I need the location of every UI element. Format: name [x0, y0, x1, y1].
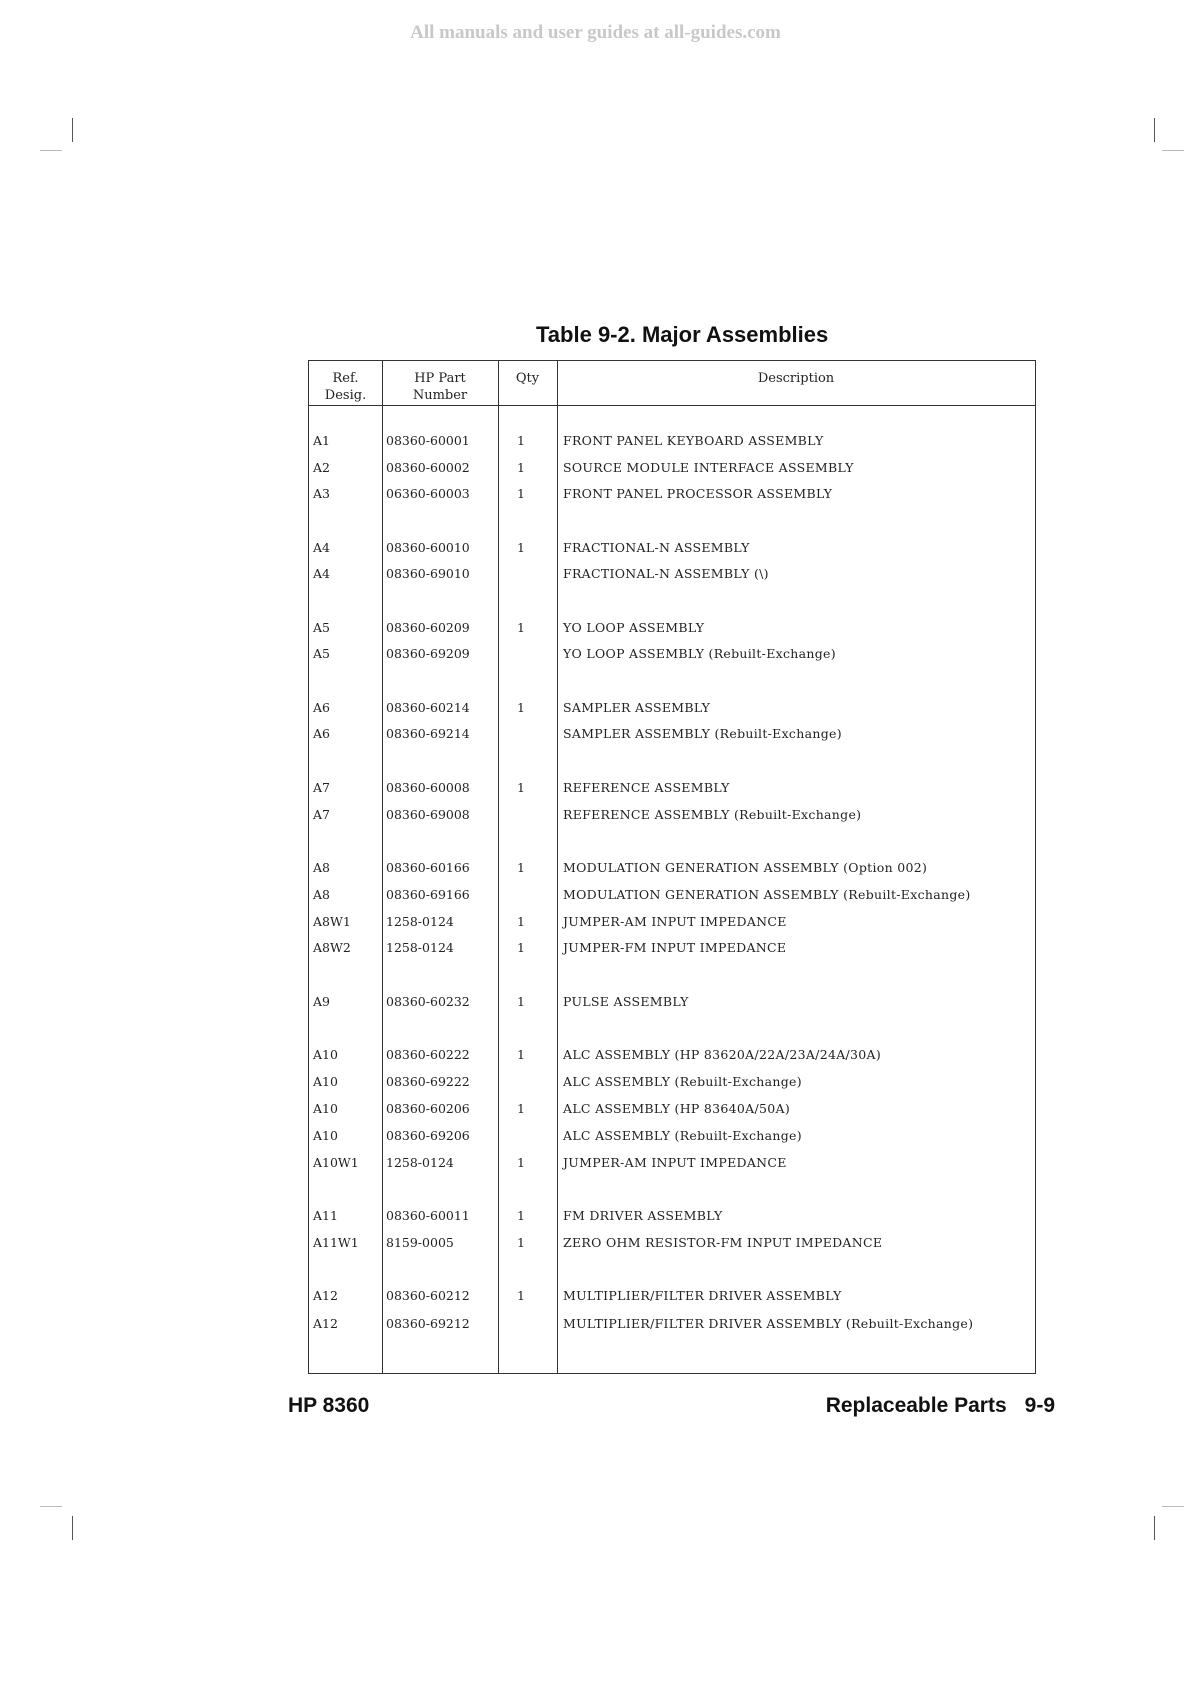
cell-description: FRONT PANEL PROCESSOR ASSEMBLY	[563, 486, 833, 501]
cell-qty: 1	[517, 1047, 525, 1062]
cell-part-number: 08360-69212	[386, 1316, 470, 1331]
table-row	[309, 484, 1035, 504]
cell-qty: 1	[517, 1155, 525, 1170]
table-row	[309, 1153, 1035, 1173]
table-row	[309, 992, 1035, 1012]
table-row	[309, 1206, 1035, 1226]
crop-mark-top-left	[72, 118, 73, 142]
cell-ref-desig: A8	[313, 860, 330, 875]
cell-qty: 1	[517, 780, 525, 795]
table-row	[309, 1072, 1035, 1092]
header-ref-desig	[309, 370, 382, 404]
header-ref-line1: Ref.	[332, 371, 359, 386]
cell-ref-desig: A12	[313, 1316, 338, 1331]
cell-description: MODULATION GENERATION ASSEMBLY (Rebuilt-Exchange)	[563, 887, 971, 902]
cell-ref-desig: A4	[313, 540, 330, 555]
cell-description: ALC ASSEMBLY (HP 83620A/22A/23A/24A/30A)	[563, 1047, 882, 1062]
table-row	[309, 885, 1035, 905]
cell-description: MODULATION GENERATION ASSEMBLY (Option 002)	[563, 860, 928, 875]
cell-description: JUMPER-AM INPUT IMPEDANCE	[563, 1155, 787, 1170]
cell-part-number: 08360-69206	[386, 1128, 470, 1143]
table-row	[309, 431, 1035, 451]
cell-part-number: 08360-60232	[386, 994, 470, 1009]
cell-description: MULTIPLIER/FILTER DRIVER ASSEMBLY	[563, 1288, 842, 1303]
table-row	[309, 1045, 1035, 1065]
cell-part-number: 08360-69222	[386, 1074, 470, 1089]
cell-description: SAMPLER ASSEMBLY (Rebuilt-Exchange)	[563, 726, 842, 741]
crop-mark-bottom-right-h	[1162, 1506, 1184, 1507]
cell-description: YO LOOP ASSEMBLY	[563, 620, 705, 635]
cell-part-number: 08360-60011	[386, 1208, 470, 1223]
table-row	[309, 805, 1035, 825]
major-assemblies-table	[308, 360, 1036, 1374]
header-hp-part-number	[382, 370, 498, 404]
table-title: Table 9-2. Major Assemblies	[536, 322, 829, 347]
cell-description: JUMPER-FM INPUT IMPEDANCE	[563, 940, 787, 955]
table-row	[309, 1286, 1035, 1306]
cell-part-number: 08360-60214	[386, 700, 470, 715]
cell-ref-desig: A6	[313, 726, 330, 741]
cell-description: FRACTIONAL-N ASSEMBLY	[563, 540, 750, 555]
cell-ref-desig: A2	[313, 460, 330, 475]
cell-description: JUMPER-AM INPUT IMPEDANCE	[563, 914, 787, 929]
cell-description: REFERENCE ASSEMBLY	[563, 780, 730, 795]
crop-mark-bottom-left	[72, 1516, 73, 1540]
cell-ref-desig: A12	[313, 1288, 338, 1303]
cell-qty: 1	[517, 700, 525, 715]
cell-description: FRONT PANEL KEYBOARD ASSEMBLY	[563, 433, 824, 448]
cell-part-number: 08360-69214	[386, 726, 470, 741]
table-row	[309, 912, 1035, 932]
table-row	[309, 1099, 1035, 1119]
crop-mark-bottom-right	[1154, 1516, 1155, 1540]
cell-description: MULTIPLIER/FILTER DRIVER ASSEMBLY (Rebuilt-Exchange)	[563, 1316, 974, 1331]
table-row	[309, 538, 1035, 558]
cell-description: PULSE ASSEMBLY	[563, 994, 689, 1009]
crop-mark-bottom-left-h	[40, 1506, 62, 1507]
crop-mark-top-right-h	[1162, 150, 1184, 151]
cell-ref-desig: A10	[313, 1128, 338, 1143]
cell-description: REFERENCE ASSEMBLY (Rebuilt-Exchange)	[563, 807, 862, 822]
table-row	[309, 938, 1035, 958]
cell-ref-desig: A10	[313, 1047, 338, 1062]
header-qty: Qty	[515, 371, 540, 386]
cell-ref-desig: A8W1	[313, 914, 351, 929]
cell-ref-desig: A8	[313, 887, 330, 902]
cell-qty: 1	[517, 1288, 525, 1303]
cell-part-number: 06360-60003	[386, 486, 470, 501]
cell-part-number: 08360-69166	[386, 887, 470, 902]
cell-part-number: 08360-60001	[386, 433, 470, 448]
table-row	[309, 724, 1035, 744]
cell-description: FM DRIVER ASSEMBLY	[563, 1208, 723, 1223]
cell-part-number: 1258-0124	[386, 914, 454, 929]
header-description: Description	[757, 371, 835, 386]
cell-part-number: 08360-60166	[386, 860, 470, 875]
footer-page-info	[826, 1394, 1055, 1418]
cell-qty: 1	[517, 914, 525, 929]
cell-ref-desig: A4	[313, 566, 330, 581]
cell-part-number: 08360-60008	[386, 780, 470, 795]
table-row	[309, 1233, 1035, 1253]
cell-qty: 1	[517, 1101, 525, 1116]
cell-qty: 1	[517, 940, 525, 955]
cell-description: ZERO OHM RESISTOR-FM INPUT IMPEDANCE	[563, 1235, 883, 1250]
cell-part-number: 08360-69209	[386, 646, 470, 661]
cell-part-number: 08360-69008	[386, 807, 470, 822]
table-row	[309, 564, 1035, 584]
footer-page-number: 9-9	[1024, 1394, 1055, 1417]
cell-qty: 1	[517, 486, 525, 501]
footer-model: HP 8360	[288, 1394, 370, 1417]
cell-ref-desig: A9	[313, 994, 330, 1009]
cell-ref-desig: A11	[313, 1208, 338, 1223]
cell-ref-desig: A5	[313, 620, 330, 635]
cell-part-number: 08360-60002	[386, 460, 470, 475]
table-row	[309, 458, 1035, 478]
cell-ref-desig: A7	[313, 780, 330, 795]
cell-part-number: 08360-60222	[386, 1047, 470, 1062]
cell-description: FRACTIONAL-N ASSEMBLY (\)	[563, 566, 769, 581]
header-part-line2: Number	[412, 388, 468, 403]
cell-ref-desig: A11W1	[313, 1235, 359, 1250]
cell-part-number: 08360-60209	[386, 620, 470, 635]
table-row	[309, 1314, 1035, 1334]
cell-description: ALC ASSEMBLY (HP 83640A/50A)	[563, 1101, 791, 1116]
cell-ref-desig: A10	[313, 1101, 338, 1116]
cell-qty: 1	[517, 460, 525, 475]
cell-part-number: 08360-69010	[386, 566, 470, 581]
cell-ref-desig: A3	[313, 486, 330, 501]
table-row	[309, 618, 1035, 638]
header-ref-line2: Desig.	[324, 388, 367, 403]
table-row	[309, 698, 1035, 718]
cell-part-number: 08360-60010	[386, 540, 470, 555]
cell-qty: 1	[517, 620, 525, 635]
table-row	[309, 1126, 1035, 1146]
cell-ref-desig: A10	[313, 1074, 338, 1089]
cell-description: YO LOOP ASSEMBLY (Rebuilt-Exchange)	[563, 646, 836, 661]
cell-part-number: 8159-0005	[386, 1235, 454, 1250]
cell-ref-desig: A10W1	[313, 1155, 359, 1170]
cell-description: SOURCE MODULE INTERFACE ASSEMBLY	[563, 460, 854, 475]
cell-qty: 1	[517, 1208, 525, 1223]
cell-description: ALC ASSEMBLY (Rebuilt-Exchange)	[563, 1074, 802, 1089]
cell-qty: 1	[517, 860, 525, 875]
crop-mark-top-right	[1154, 118, 1155, 142]
cell-description: ALC ASSEMBLY (Rebuilt-Exchange)	[563, 1128, 802, 1143]
cell-part-number: 1258-0124	[386, 1155, 454, 1170]
table-row	[309, 778, 1035, 798]
cell-ref-desig: A1	[313, 433, 330, 448]
table-row	[309, 858, 1035, 878]
cell-ref-desig: A7	[313, 807, 330, 822]
cell-part-number: 08360-60212	[386, 1288, 470, 1303]
cell-qty: 1	[517, 994, 525, 1009]
cell-qty: 1	[517, 1235, 525, 1250]
cell-ref-desig: A6	[313, 700, 330, 715]
cell-part-number: 08360-60206	[386, 1101, 470, 1116]
header-divider	[309, 405, 1035, 406]
cell-ref-desig: A5	[313, 646, 330, 661]
table-row	[309, 644, 1035, 664]
header-part-line1: HP Part	[414, 371, 466, 386]
watermark: All manuals and user guides at all-guides.com	[410, 22, 781, 43]
cell-description: SAMPLER ASSEMBLY	[563, 700, 711, 715]
crop-mark-top-left-h	[40, 150, 62, 151]
cell-qty: 1	[517, 433, 525, 448]
cell-ref-desig: A8W2	[313, 940, 351, 955]
cell-qty: 1	[517, 540, 525, 555]
cell-part-number: 1258-0124	[386, 940, 454, 955]
footer-section: Replaceable Parts	[825, 1394, 1007, 1417]
